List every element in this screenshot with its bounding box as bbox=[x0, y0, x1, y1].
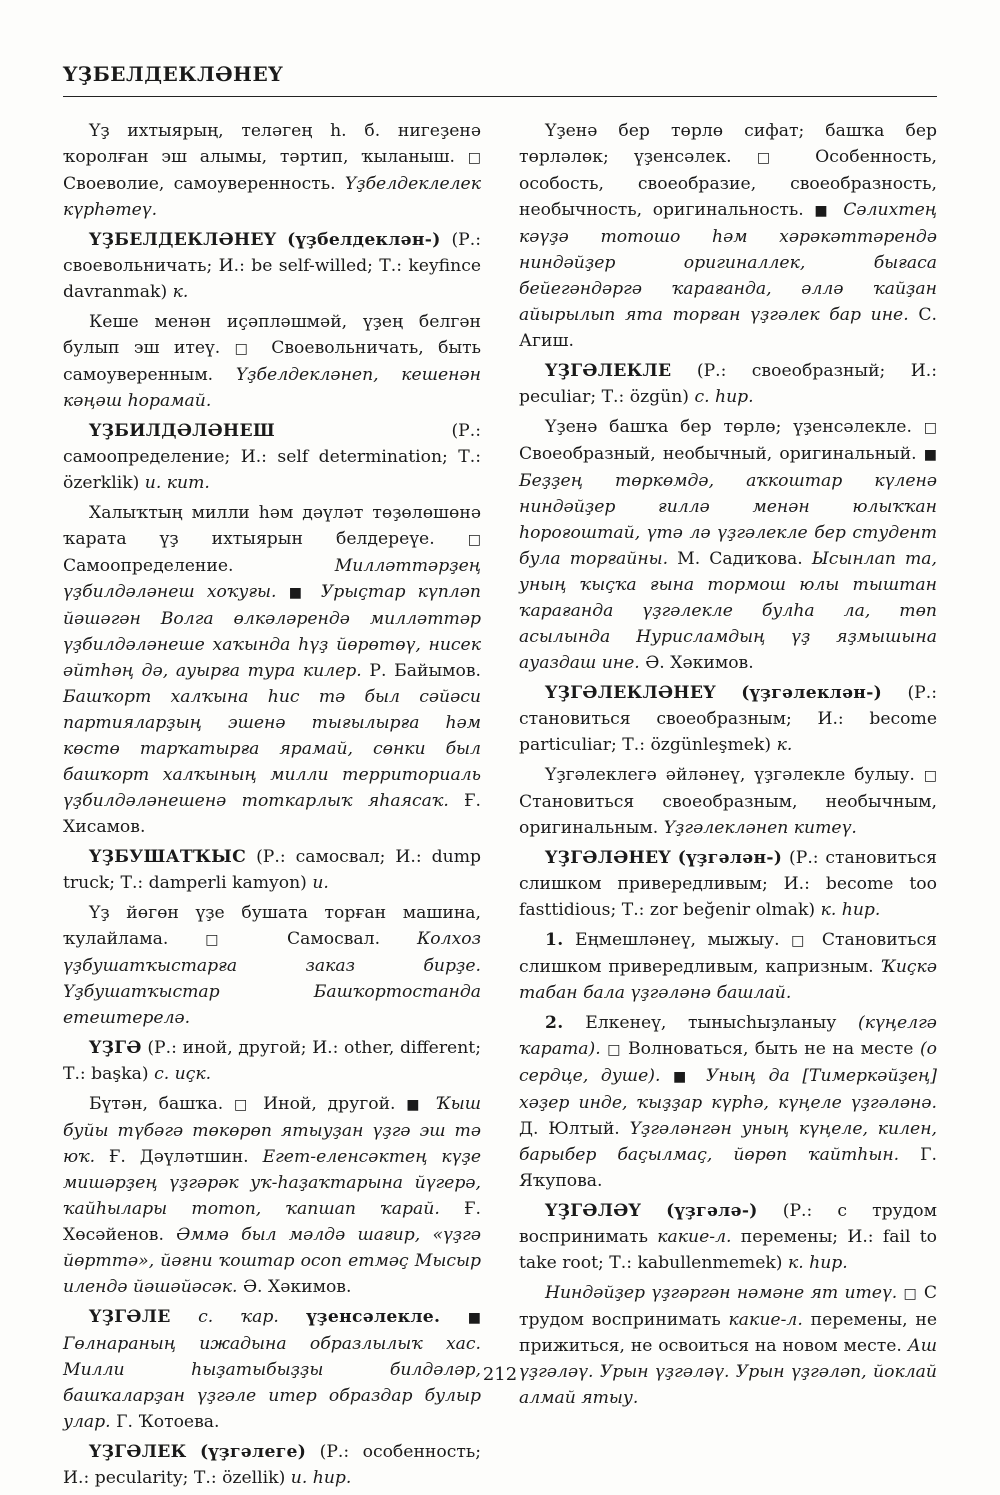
headword: ҮҘГӘЛЕК bbox=[89, 1442, 187, 1462]
filled-square-icon: ■ bbox=[467, 1310, 481, 1326]
filled-square-icon: ■ bbox=[814, 203, 833, 219]
headword: ҮҘБУШАТҠЫС bbox=[89, 847, 247, 867]
open-square-icon: □ bbox=[923, 768, 937, 784]
open-square-icon: □ bbox=[467, 150, 481, 166]
open-square-icon: □ bbox=[607, 1042, 622, 1058]
entry-definition: Бүтән, башҡа. □ Иной, другой. ■ Ҡыш буйы түбәгә төкөрөп ятыуҙан үҙгә эш тә юҡ. Ғ. Дәүләтшин. Егет-еленсәктең күҙе мишәрҙең үҙгәрәк уҡ-һаҙаҡтарына йүгерә, ҡайһылары тотоп, ҡапшап ҡарай. Ғ. Хөсәйенов. Әммә был мәлдә шағир, «үҙгә йөрттә», йәғни ҡоштар осоп етмәҫ Мысыр илендә йәшәйәсәк. Ә. Хәкимов. bbox=[63, 1094, 482, 1297]
entry-header: ҮҘГӘ (Р.: иной, другой; И.: other, different; Т.: başka) с. иҫк. bbox=[63, 1038, 481, 1084]
entry-header: ҮҘГӘЛЕКЛЕ (Р.: своеобразный; И.: peculiar; Т.: özgün) с. һир. bbox=[519, 361, 937, 407]
entry-definition: Үҙгәлеклегә әйләнеү, үҙгәлекле булыу. □ Становиться своеобразным, необычным, оригинальным. Үҙгәлекләнеп китеү. bbox=[519, 765, 937, 838]
entry-header: ҮҘГӘЛЕКЛӘНЕҮ (үҙгәлеклән-) (Р.: становиться своеобразным; И.: become particuliar; Т.: özgünleşmek) к. bbox=[519, 683, 937, 755]
entry-definition: Үҙенә башҡа бер төрлө; үҙенсәлекле. □ Своеобразный, необычный, оригинальный. ■ Беҙҙең төркөмдә, аҡкоштар күленә ниндәйҙер ғиллә менән юлыҡҡан һороғоштай, үтә лә үҙгәлекле бер студент була торғайны. М. Садиҡова. Ысынлап та, уның ҡыҫҡа ғына тормош юлы тыштан ҡарағанда үҙгәлекле булһа ла, төп асылында Нурисламдың үҙ яҙмышына ауаздаш ине. Ә. Хәкимов. bbox=[519, 417, 938, 673]
filled-square-icon: ■ bbox=[923, 447, 937, 463]
entry-definition: Үҙенә бер төрлө сифат; башҡа бер төрләлөк; үҙенсәлек. □ Особенность, особость, своеобразие, своеобразность, необычность, оригинальность. ■ Сәлихтең кәүҙә тотошо һәм хәрәкәттәрендә ниндәйҙер оригиналлек, бығаса бейегәндәргә ҡарағанда, әллә ҡайҙан айырылып ята торған үҙгәлек бар ине. С. Агиш. bbox=[519, 121, 938, 351]
open-square-icon: □ bbox=[756, 150, 790, 166]
entry-definition: Кеше менән иҫәпләшмәй, үҙең белгән булып эш итеү. □ Своевольничать, быть самоуверенным. Үҙбелдекләнеп, кешенән кәңәш һорамай. bbox=[63, 312, 482, 411]
entry-header: ҮҘБЕЛДЕКЛӘНЕҮ (үҙбелдеклән-) (Р.: своевольничать; И.: be self-willed; Т.: keyfince davranmak) к. bbox=[63, 230, 481, 302]
open-square-icon: □ bbox=[467, 532, 481, 548]
headword: ҮҘГӘ bbox=[89, 1038, 142, 1058]
entry-definition: Үҙ йөгөн үҙе бушата торған машина, ҡулайлама. □ Самосвал. Колхоз үҙбушатҡыстарға заказ бирҙе. Үҙбушатҡыстар Башҡортостанда етештерелә. bbox=[63, 903, 482, 1028]
page-number: 212 bbox=[482, 1364, 518, 1385]
entry-header: ҮҘБУШАТҠЫС (Р.: самосвал; И.: dump truck; Т.: damperli kamyon) и. bbox=[63, 847, 481, 893]
open-square-icon: □ bbox=[791, 933, 811, 949]
sense-2: 2. Елкенеү, тынысһыҙланыу (күңелгә ҡарата). □ Волноваться, быть не на месте (о сердце, душе). ■ Уның да [Тимеркәйҙең] хәҙер инде, ҡыҙҙар күрһә, күңеле үҙгәләнә. Д. Юлтый. Үҙгәләнгән уның күңеле, килен, барыбер баҫылмаҫ, йөрөп ҡайтһын. Г. Яҡупова. bbox=[519, 1013, 938, 1191]
entry-header: ҮҘГӘЛЕК (үҙгәлеге) (Р.: особенность; И.: pecularity; Т.: özellik) и. һир. bbox=[63, 1442, 481, 1488]
headword: ҮҘГӘЛЕКЛЕ bbox=[545, 361, 672, 381]
open-square-icon: □ bbox=[923, 420, 938, 436]
entry-header: ҮҘБИЛДӘЛӘНЕШ (Р.: самоопределение; И.: self determination; Т.: özerklik) и. кит. bbox=[63, 421, 481, 493]
filled-square-icon: ■ bbox=[673, 1069, 694, 1085]
headword: ҮҘГӘЛӘНЕҮ bbox=[545, 848, 671, 868]
entry-header: ҮҘГӘЛЕ с. ҡар. үҙенсәлекле. ■ Гөлнараның ижадына образлылыҡ хас. Милли һыҙатыбыҙҙы билдәләр, башҡаларҙан үҙгәле итер образдар булыр улар. Г. Ҡотоева. bbox=[63, 1307, 481, 1432]
header-rule bbox=[63, 96, 937, 97]
right-column bbox=[519, 118, 937, 1415]
open-square-icon: □ bbox=[903, 1286, 918, 1302]
left-column bbox=[63, 118, 481, 1495]
entry-definition: Үҙ ихтыярың, теләгең һ. б. нигеҙенә ҡоролған эш алымы, тәртип, ҡыланыш. □ Своеволие, самоуверенность. Үҙбелдеклелек күрһәтеү. bbox=[63, 121, 481, 220]
open-square-icon: □ bbox=[233, 1097, 253, 1113]
headword: ҮҘБЕЛДЕКЛӘНЕҮ bbox=[89, 230, 277, 250]
headword: ҮҘГӘЛЕКЛӘНЕҮ bbox=[545, 683, 716, 703]
open-square-icon: □ bbox=[234, 341, 257, 357]
headword: ҮҘГӘЛӘҮ bbox=[545, 1201, 642, 1221]
entry-definition: Халыҡтың милли һәм дәүләт төҙөлөшөнә ҡарата үҙ ихтыярын белдереүе. □ Самоопределение. Милләттәрҙең үҙбилдәләнеш хоҡуғы. ■ Урыҫтар күпләп йәшәгән Волга өлкәләрендә милләттәр үҙбилдәләнеше хаҡында һүҙ йөрөтөү, нисек әйтһәң дә, ауырға тура килер. Р. Байымов. Башҡорт халҡына һис тә был сәйәси партияларҙың эшенә тығылырға һәм көстө тарҡатырға ярамай, сөнки был башҡорт халҡының милли территориаль үҙбилдәләнешенә тоткарлыҡ яһаясаҡ. Ғ. Хисамов. bbox=[63, 503, 481, 837]
entry-definition: Ниндәйҙер үҙгәргән нәмәне ят итеү. □ С трудом воспринимать какие-л. перемены, не прижиться, не освоиться на новом месте. Аш үҙгәләү. Урын үҙгәләү. Урын үҙгәләп, йоклай алмай ятыу. bbox=[519, 1283, 938, 1408]
filled-square-icon: ■ bbox=[406, 1097, 425, 1113]
filled-square-icon: ■ bbox=[288, 585, 309, 601]
entry-header: ҮҘГӘЛӘҮ (үҙгәлә-) (Р.: с трудом воспринимать какие-л. перемены; И.: fail to take root; Т.: kabullenmemek) к. һир. bbox=[519, 1201, 938, 1273]
entry-header: ҮҘГӘЛӘНЕҮ (үҙгәлән-) (Р.: становиться слишком привередливым; И.: become too fasttidious; Т.: zor beğenir olmak) к. һир. bbox=[519, 848, 938, 920]
headword: ҮҘГӘЛЕ bbox=[89, 1307, 171, 1327]
open-square-icon: □ bbox=[205, 932, 251, 948]
sense-1: 1. Еңмешләнеү, мыжыу. □ Становиться слишком привередливым, капризным. Ҡиҫкә табан бала үҙгәләнә башлай. bbox=[519, 930, 938, 1003]
headword: ҮҘБИЛДӘЛӘНЕШ bbox=[89, 421, 275, 441]
running-header: ҮҘБЕЛДЕКЛӘНЕҮ bbox=[63, 62, 283, 86]
